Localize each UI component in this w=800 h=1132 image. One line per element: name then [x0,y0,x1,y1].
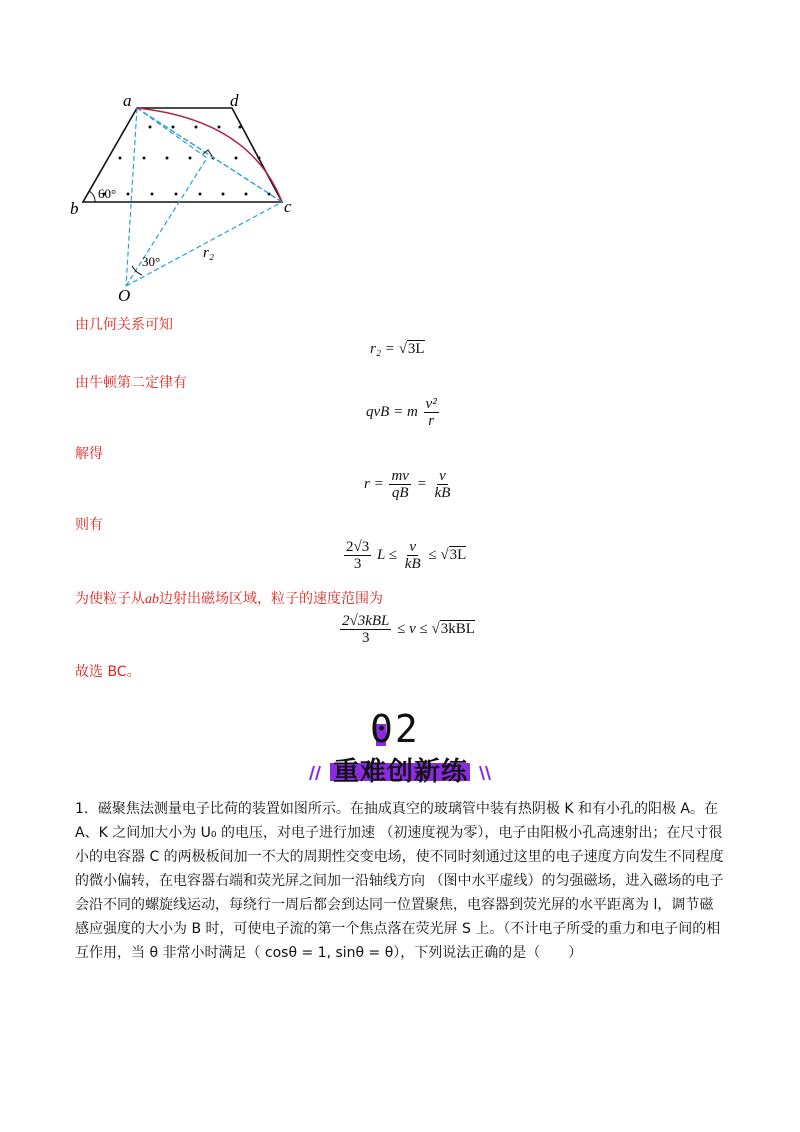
solution-line-3: 解得 [75,446,103,462]
equation-3: r = $\frac{mv}{qB}$ = $\frac{v}{kB}$ [364,468,451,501]
equation-2: qvB = m $\frac{\text{v²}}{r}$ [366,396,437,429]
equation-4: $\frac{2√3}{3}$ L ≤ $\frac{v}{kB}$ ≤ √3L [346,539,467,572]
label-angle-30: 30° [142,254,161,269]
equation-5: $\frac{\text{2√3kBL}}{3}$ ≤ v ≤ √3kBL [342,613,475,646]
label-b: b [70,199,79,218]
section-title: 重难创新练 [333,757,469,787]
label-c: c [284,197,292,216]
solution-line-2: 由牛顿第二定律有 [75,375,187,391]
angle-60-arc [89,191,95,202]
solution-line-5: 为使粒子从ab边射出磁场区域，粒子的速度范围为 [75,591,383,607]
right-deco-slashes [478,765,492,781]
label-o: O [118,286,131,305]
geometry-figure [60,90,320,310]
equation-1: r₂ = √3L [370,341,425,357]
label-d: d [230,91,239,110]
left-deco-slashes [308,765,322,781]
label-angle-60: 60° [98,186,117,201]
label-a: a [123,91,132,110]
solution-line-4: 则有 [75,517,103,533]
magnetic-field-dots [103,126,271,196]
solution-line-1: 由几何关系可知 [75,317,173,333]
section-header [300,705,500,785]
angle-30-arc [132,266,142,275]
problem-1-text: 1．磁聚焦法测量电子比荷的装置如图所示。在抽成真空的玻璃管中装有热阴极 K 和有小孔的阳极 A。在 A、K 之间加大小为 U₀ 的电压，对电子进行加速 （初速度视为零），电子由阳极小孔高速射出；在尺寸很小的电容器 C 的两极板间加一不大的周期性交变电场，使不同时刻通过这里的电子速度方向发生不同程度的微小偏转，在电容器右端和荧光屏之间加一沿轴线方向 （图中水平虚线）的匀强磁场，进入磁场的电子会沿不同的螺旋线运动，每绕行一周后都会到达同一位置聚焦，电容器到荧光屏的水平距离为 l，调节磁感应强度的大小为 B 时，可使电子流的第一个焦点落在荧光屏 S 上。（不计电子所受的重力和电子间的相互作用，当 θ 非常小时满足（ cosθ = 1, sinθ = θ），下列说法正确的是（ ） [75,801,724,961]
section-number: 02 [370,707,420,751]
solution-conclusion: 故选 BC。 [75,664,141,680]
label-r2: r₂ [203,245,215,261]
